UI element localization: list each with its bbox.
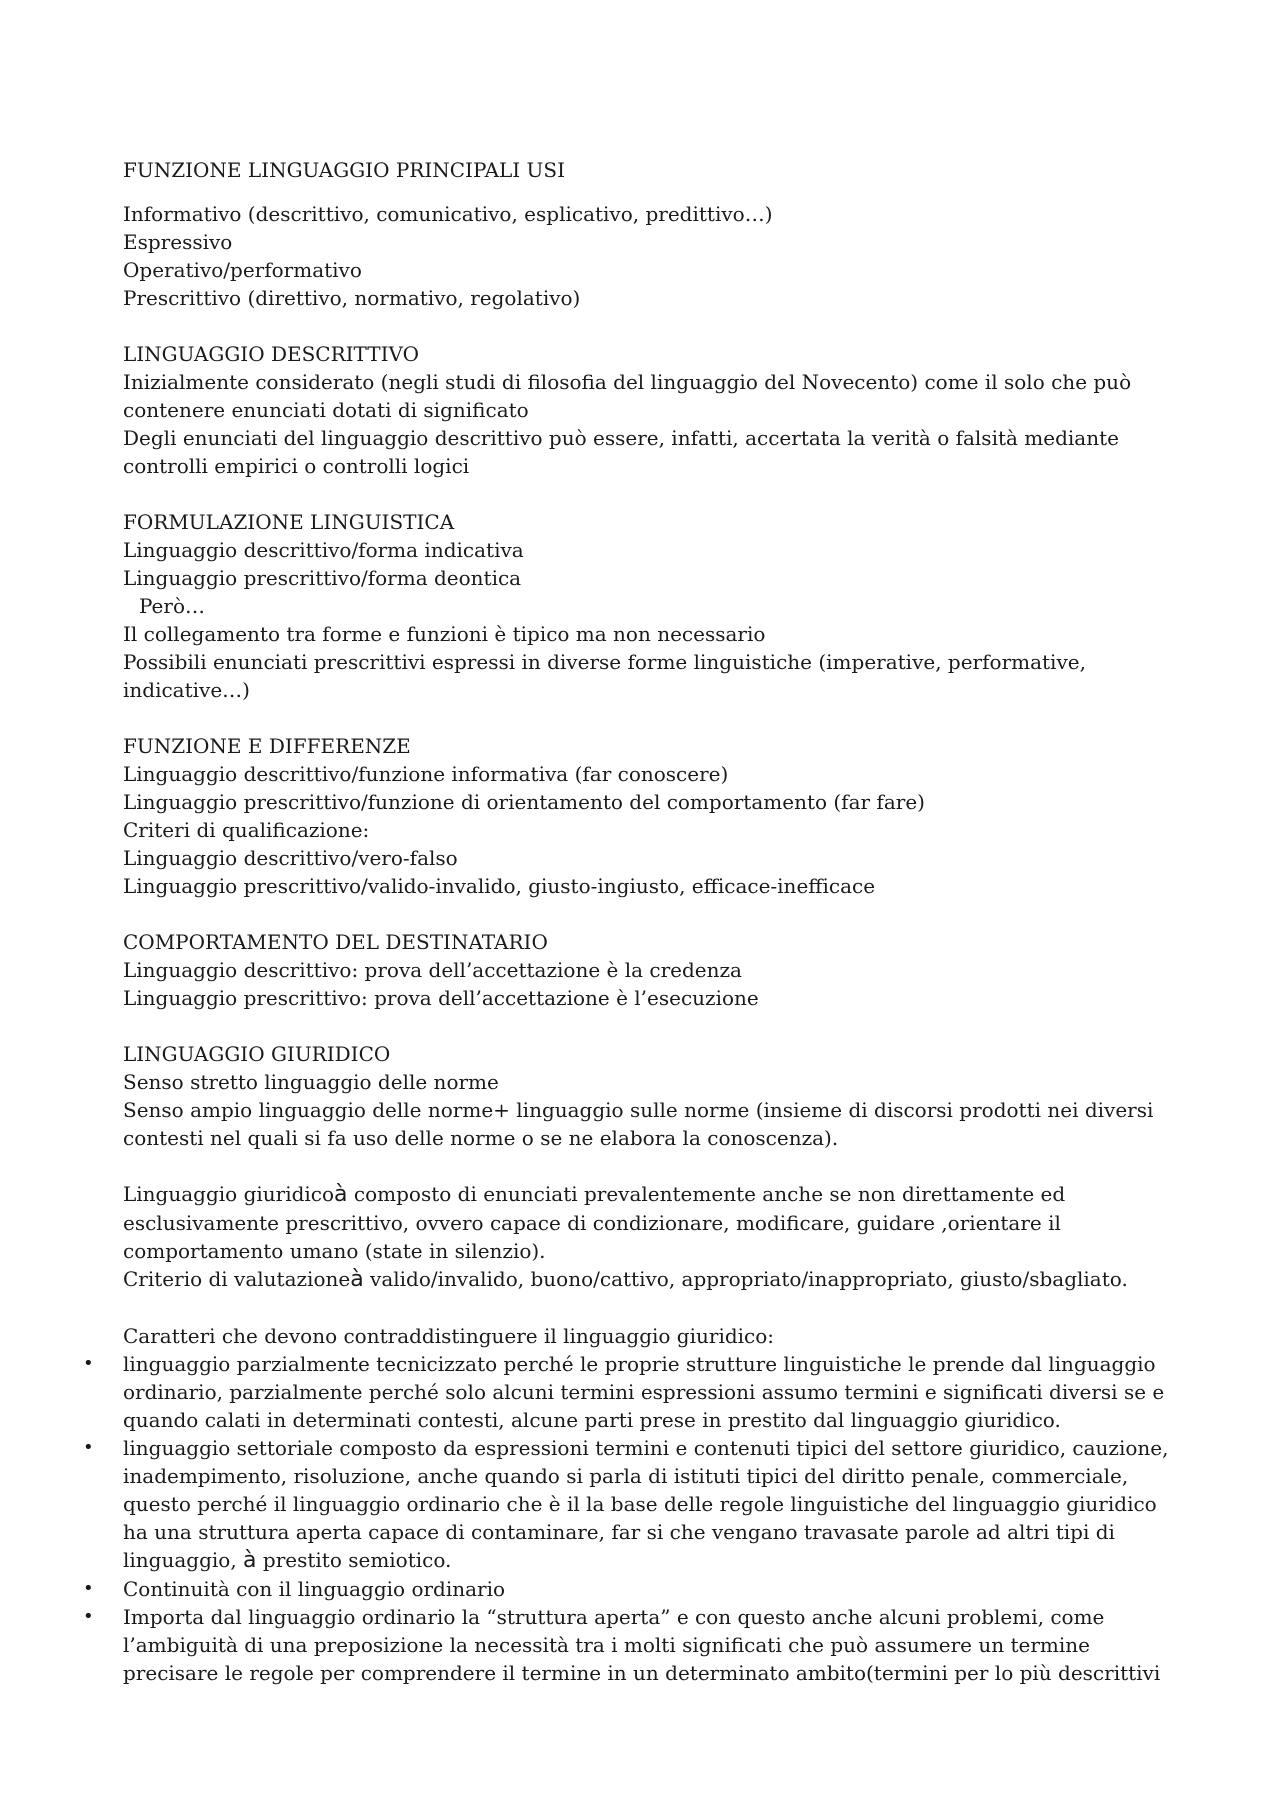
- text-line-caratteri: Caratteri che devono contraddistinguere il linguaggio giuridico:: [123, 1324, 775, 1348]
- text-line: Continuità con il linguaggio ordinario: [123, 1577, 506, 1601]
- arrow-symbol: à: [243, 1548, 257, 1573]
- text-line: controlli empirici o controlli logici: [123, 454, 470, 478]
- text-line: linguaggio settoriale composto da espressioni termini e contenuti tipici del settore giuridico, cauzione,: [123, 1436, 1169, 1460]
- text-line-pero: Però…: [139, 594, 205, 618]
- arrow-symbol: à: [350, 1267, 364, 1292]
- text-line: ordinario, parzialmente perché solo alcuni termini espressioni assumo termini e significati diversi se e: [123, 1380, 1165, 1404]
- text-line: Linguaggio prescrittivo: prova dell’accettazione è l’esecuzione: [123, 986, 759, 1010]
- text-line: Senso stretto linguaggio delle norme: [123, 1070, 499, 1094]
- text-fragment: prestito semiotico.: [256, 1548, 452, 1572]
- text-fragment: Linguaggio giuridico: [123, 1182, 335, 1206]
- text-line: Linguaggio prescrittivo/funzione di orientamento del comportamento (far fare): [123, 790, 925, 814]
- text-line: Criteri di qualificazione:: [123, 818, 370, 842]
- text-line: ha una struttura aperta capace di contaminare, far si che vengano travasate parole ad altri tipi di: [123, 1520, 1115, 1544]
- text-line: inadempimento, risoluzione, anche quando si parla di istituti tipici del diritto penale, commerciale,: [123, 1464, 1129, 1488]
- text-line: Inizialmente considerato (negli studi di filosofia del linguaggio del Novecento) come il solo che può: [123, 370, 1132, 394]
- text-line: Possibili enunciati prescrittivi espressi in diverse forme linguistiche (imperative, performative,: [123, 650, 1086, 674]
- text-line: esclusivamente prescrittivo, ovvero capace di condizionare, modificare, guidare ,orientare il: [123, 1211, 1061, 1235]
- list-item: [83, 1603, 1173, 1687]
- text-line: Importa dal linguaggio ordinario la “struttura aperta” e con questo anche alcuni problemi, come: [123, 1605, 1105, 1629]
- text-line: Operativo/performativo: [123, 258, 362, 282]
- text-line: Informativo (descrittivo, comunicativo, esplicativo, predittivo…): [123, 202, 773, 226]
- text-line: Il collegamento tra forme e funzioni è tipico ma non necessario: [123, 622, 766, 646]
- heading-funzione-differenze: FUNZIONE E DIFFERENZE: [123, 734, 411, 758]
- text-line: linguaggio parzialmente tecnicizzato perché le proprie strutture linguistiche le prende dal linguaggio: [123, 1352, 1156, 1376]
- bullet-icon: •: [83, 1606, 94, 1627]
- list-item: [83, 1575, 1173, 1603]
- bullet-icon: •: [83, 1437, 94, 1458]
- text-line: quando calati in determinati contesti, alcune parti prese in prestito dal linguaggio giuridico.: [123, 1408, 1061, 1432]
- bullet-list: [83, 1350, 1173, 1687]
- heading-linguaggio-giuridico: LINGUAGGIO GIURIDICO: [123, 1042, 391, 1066]
- text-line: Prescrittivo (direttivo, normativo, regolativo): [123, 286, 581, 310]
- text-line: [123, 1546, 1173, 1575]
- heading-comportamento-destinatario: COMPORTAMENTO DEL DESTINATARIO: [123, 930, 548, 954]
- text-line: Degli enunciati del linguaggio descrittivo può essere, infatti, accertata la verità o falsità mediante: [123, 426, 1119, 450]
- arrow-symbol: à: [334, 1182, 348, 1207]
- text-line: comportamento umano (state in silenzio).: [123, 1239, 546, 1263]
- text-line: questo perché il linguaggio ordinario che è il la base delle regole linguistiche del linguaggio giuridico: [123, 1492, 1157, 1516]
- text-line: contesti nel quali si fa uso delle norme o se ne elabora la conoscenza).: [123, 1126, 839, 1150]
- list-item: [83, 1434, 1173, 1575]
- text-line: precisare le regole per comprendere il termine in un determinato ambito(termini per lo più descrittivi: [123, 1661, 1161, 1685]
- text-line: Linguaggio descrittivo: prova dell’accettazione è la credenza: [123, 958, 742, 982]
- text-line: Senso ampio linguaggio delle norme+ linguaggio sulle norme (insieme di discorsi prodotti nei diversi: [123, 1098, 1154, 1122]
- text-line: contenere enunciati dotati di significato: [123, 398, 529, 422]
- bullet-icon: •: [83, 1578, 94, 1599]
- document-page: [83, 156, 1173, 1687]
- heading-linguaggio-descrittivo: LINGUAGGIO DESCRITTIVO: [123, 342, 419, 366]
- text-fragment: Criterio di valutazione: [123, 1267, 351, 1291]
- heading-funzione-linguaggio: FUNZIONE LINGUAGGIO PRINCIPALI USI: [123, 158, 566, 182]
- text-line-giuridico-composto: [123, 1180, 1173, 1209]
- text-line: l’ambiguità di una preposizione la necessità tra i molti significati che può assumere un termine: [123, 1633, 1090, 1657]
- text-fragment: composto di enunciati prevalentemente anche se non direttamente ed: [347, 1182, 1066, 1206]
- text-line: indicative…): [123, 678, 250, 702]
- text-fragment: linguaggio,: [123, 1548, 244, 1572]
- text-line-criterio: [123, 1265, 1173, 1294]
- text-fragment: valido/invalido, buono/cattivo, appropriato/inappropriato, giusto/sbagliato.: [363, 1267, 1128, 1291]
- bullet-icon: •: [83, 1353, 94, 1374]
- text-line: Linguaggio prescrittivo/forma deontica: [123, 566, 522, 590]
- text-line: Linguaggio descrittivo/funzione informativa (far conoscere): [123, 762, 729, 786]
- text-line: Linguaggio descrittivo/vero-falso: [123, 846, 458, 870]
- text-line: Linguaggio descrittivo/forma indicativa: [123, 538, 524, 562]
- text-line: Linguaggio prescrittivo/valido-invalido, giusto-ingiusto, efficace-inefficace: [123, 874, 876, 898]
- list-item: [83, 1350, 1173, 1434]
- text-line: Espressivo: [123, 230, 233, 254]
- heading-formulazione-linguistica: FORMULAZIONE LINGUISTICA: [123, 510, 455, 534]
